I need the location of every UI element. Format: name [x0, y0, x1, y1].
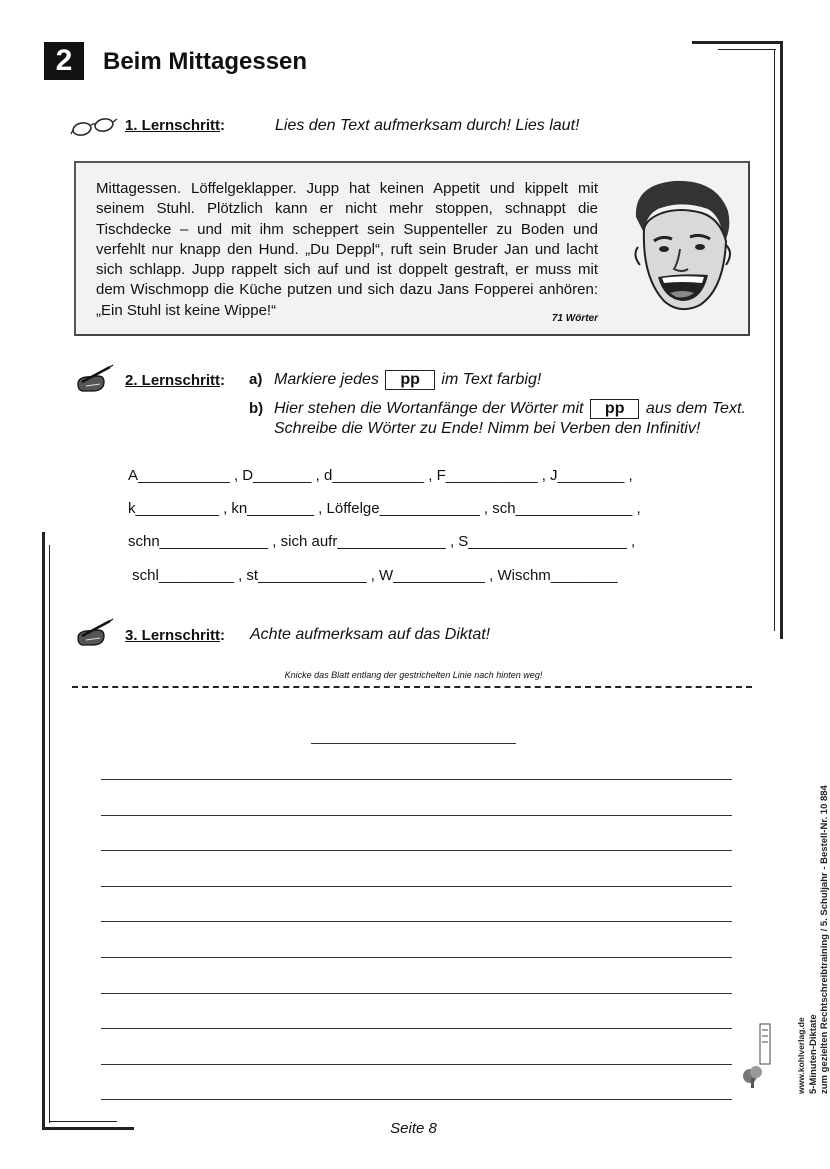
side-url: www.kohlverlag.de: [796, 1017, 806, 1094]
pp-box: pp: [385, 370, 435, 390]
fill-row-3[interactable]: schn_____________ , sich aufr_____________ , S___________________ ,: [128, 533, 636, 550]
step2-a-before: Markiere jedes: [274, 371, 379, 388]
page-title: Beim Mittagessen: [103, 48, 308, 75]
story-text: Mittagessen. Löffelgeklapper. Jupp hat keinen Appetit und kippelt mit seinem Stuhl. Plötzlich kann er nicht mehr stoppen, schnappt die Tischdecke – und mit ihm scheppert sein Suppenteller zu Boden und verfehlt nur knapp den Hund. „Du Deppl“, ruft sein Bruder Jan und lacht sich schlapp. Jupp rappelt sich auf und ist doppelt gestraft, er muss mit dem Wischmopp die Küche putzen und sich dazu Jans Fopperei anhören: „Ein Stuhl ist keine Wippe!“: [96, 180, 598, 319]
fold-note: Knicke das Blatt entlang der gestrichelten Linie nach hinten weg!: [284, 670, 543, 680]
write-line[interactable]: [101, 1099, 732, 1100]
frame-right-inner: [774, 49, 775, 631]
fold-dashed-line: [72, 686, 752, 688]
write-line[interactable]: [101, 815, 732, 816]
step1-colon: :: [220, 117, 226, 134]
step3-colon: :: [220, 627, 226, 644]
fill-row-4[interactable]: schl_________ , st_____________ , W___________ , Wischm________: [128, 567, 618, 584]
side-title: 5-Minuten-Diktate: [808, 1014, 819, 1094]
step1-instruction: Lies den Text aufmerksam durch! Lies laut!: [275, 117, 580, 134]
step3-instruction: Achte aufmerksam auf das Diktat!: [250, 626, 491, 643]
step2-colon: :: [220, 372, 226, 389]
write-line[interactable]: [101, 921, 732, 922]
step2-b-line2: Schreibe die Wörter zu Ende! Nimm bei Verben den Infinitiv!: [274, 420, 701, 437]
step2-label: 2. Lernschritt: [125, 372, 221, 389]
step2-b-marker: b): [249, 400, 264, 417]
step2-a-marker: a): [249, 371, 263, 388]
step2-a-after: im Text farbig!: [441, 371, 542, 388]
word-count: 71 Wörter: [551, 313, 598, 324]
story-box: [74, 161, 750, 336]
write-line[interactable]: [101, 779, 732, 780]
pen-hand-icon: [74, 364, 114, 399]
step3-heading: [125, 627, 225, 645]
frame-left-inner: [49, 545, 50, 1123]
step2-a-instruction: [274, 370, 541, 390]
write-line[interactable]: [101, 1064, 732, 1065]
step2-heading: [125, 372, 225, 390]
boy-face-illustration: [624, 177, 736, 324]
side-publisher-text: [796, 785, 830, 1094]
write-line[interactable]: [101, 957, 732, 958]
step1-label: 1. Lernschritt: [125, 117, 221, 134]
pen-hand-icon: [74, 618, 114, 653]
page-number: Seite 8: [390, 1120, 437, 1137]
step2-b-instruction: [274, 399, 746, 419]
pp-box: pp: [590, 399, 640, 419]
title-write-line: [311, 743, 516, 744]
step1-heading: [125, 117, 225, 135]
write-line[interactable]: [101, 993, 732, 994]
glasses-icon: [70, 116, 118, 143]
fill-row-2[interactable]: k__________ , kn________ , Löffelge____________ , sch______________ ,: [128, 500, 641, 517]
write-line[interactable]: [101, 850, 732, 851]
frame-top-right-inner: [718, 49, 776, 50]
frame-top-right: [692, 41, 782, 44]
side-subtitle: zum gezielten Rechtschreibtraining / 5. Schuljahr - Bestell-Nr. 10 884: [819, 785, 830, 1094]
frame-left-outer: [42, 532, 45, 1130]
write-line[interactable]: [101, 1028, 732, 1029]
step2-b-before: Hier stehen die Wortanfänge der Wörter mit: [274, 400, 584, 417]
publisher-logo: [740, 1020, 778, 1095]
frame-right-outer: [780, 41, 783, 639]
fill-row-1[interactable]: A___________ , D_______ , d___________ , F___________ , J________ ,: [128, 467, 633, 484]
step2-b-after: aus dem Text.: [645, 400, 746, 417]
exercise-number: 2: [44, 42, 84, 80]
step3-label: 3. Lernschritt: [125, 627, 221, 644]
write-line[interactable]: [101, 886, 732, 887]
